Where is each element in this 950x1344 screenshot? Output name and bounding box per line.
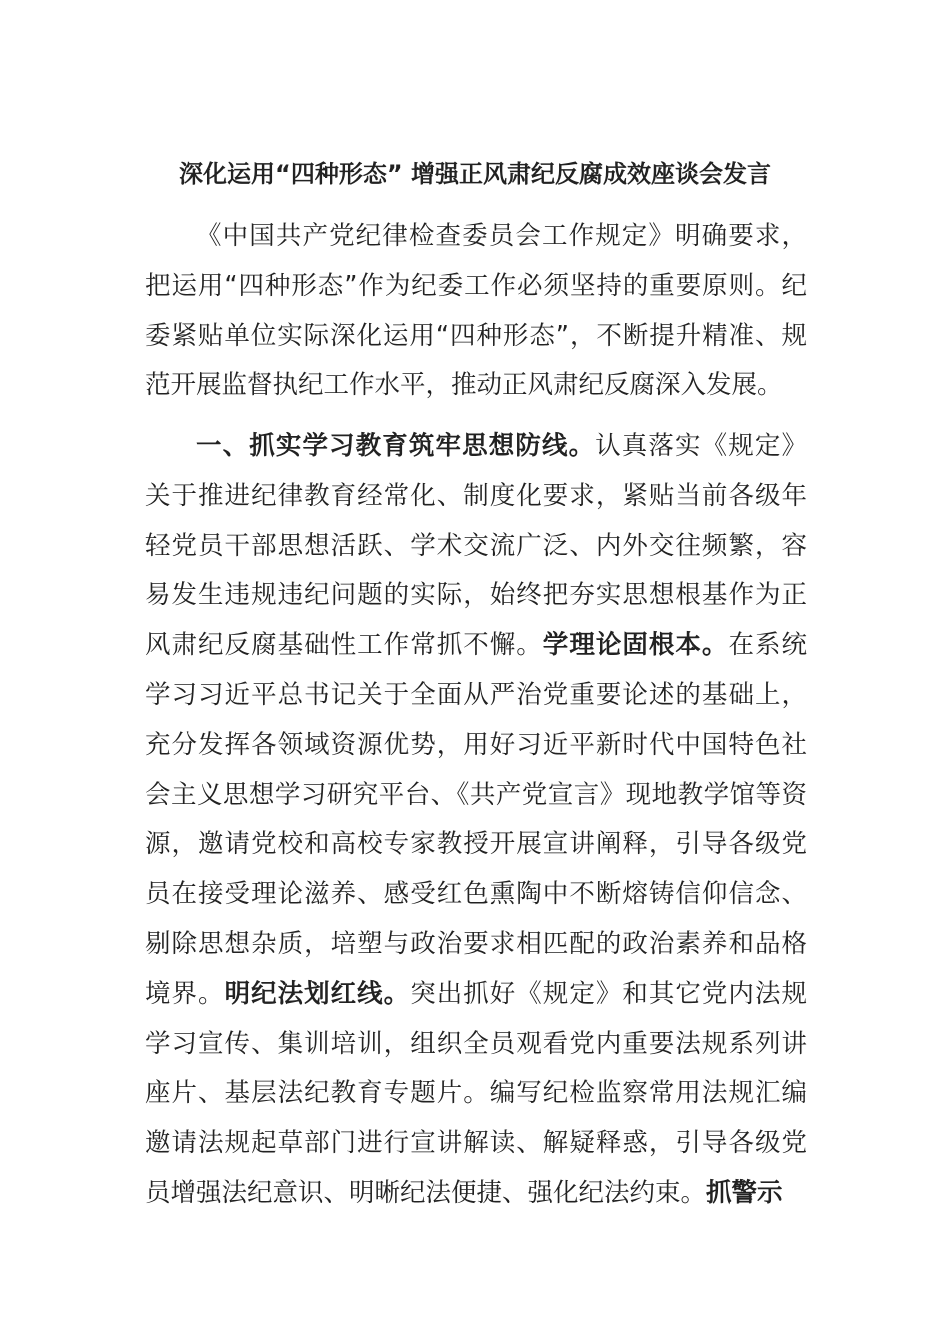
subsection-3-heading: 抓警示	[706, 1177, 783, 1208]
intro-paragraph: 《中国共产党纪律检查委员会工作规定》明确要求，把运用“四种形态”作为纪委工作必须坚持的重要原则。纪委紧贴单位实际深化运用“四种形态”，不断提升精准、规范开展监督执纪工作水平，推动正风肃纪反腐深入发展。	[145, 221, 807, 401]
document-title: 深化运用“四种形态” 增强正风肃纪反腐成效座谈会发言	[179, 160, 771, 188]
subsection-1-text: 在系统学习习近平总书记关于全面从严治党重要论述的基础上，充分发挥各领域资源优势，用好习近平新时代中国特色社会主义思想学习研究平台、《共产党宣言》现地教学馆等资源，邀请党校和高校专家教授开展宣讲阐释，引导各级党员在接受理论滋养、感受红色熏陶中不断熔铸信仰信念、剔除思想杂质，培塑与政治要求相匹配的政治素养和品格境界。	[145, 630, 807, 1009]
section-1-paragraph	[145, 422, 807, 1219]
subsection-1-heading: 学理论固根本。	[542, 630, 729, 661]
subsection-2-text: 突出抓好《规定》和其它党内法规学习宣传、集训培训，组织全员观看党内重要法规系列讲座片、基层法纪教育专题片。编写纪检监察常用法规汇编邀请法规起草部门进行宣讲解读、解疑释惑，引导各级党员增强法纪意识、明晰纪法便捷、强化纪法约束。	[145, 978, 807, 1208]
subsection-2-heading: 明纪法划红线。	[224, 978, 411, 1009]
section-1-heading: 一、抓实学习教育筑牢思想防线。	[196, 431, 596, 461]
section-1-text: 认真落实《规定》关于推进纪律教育经常化、制度化要求，紧贴当前各级年轻党员干部思想活跃、学术交流广泛、内外交往频繁，容易发生违规违纪问题的实际，始终把夯实思想根基作为正风肃纪反腐基础性工作常抓不懈。	[145, 431, 807, 661]
